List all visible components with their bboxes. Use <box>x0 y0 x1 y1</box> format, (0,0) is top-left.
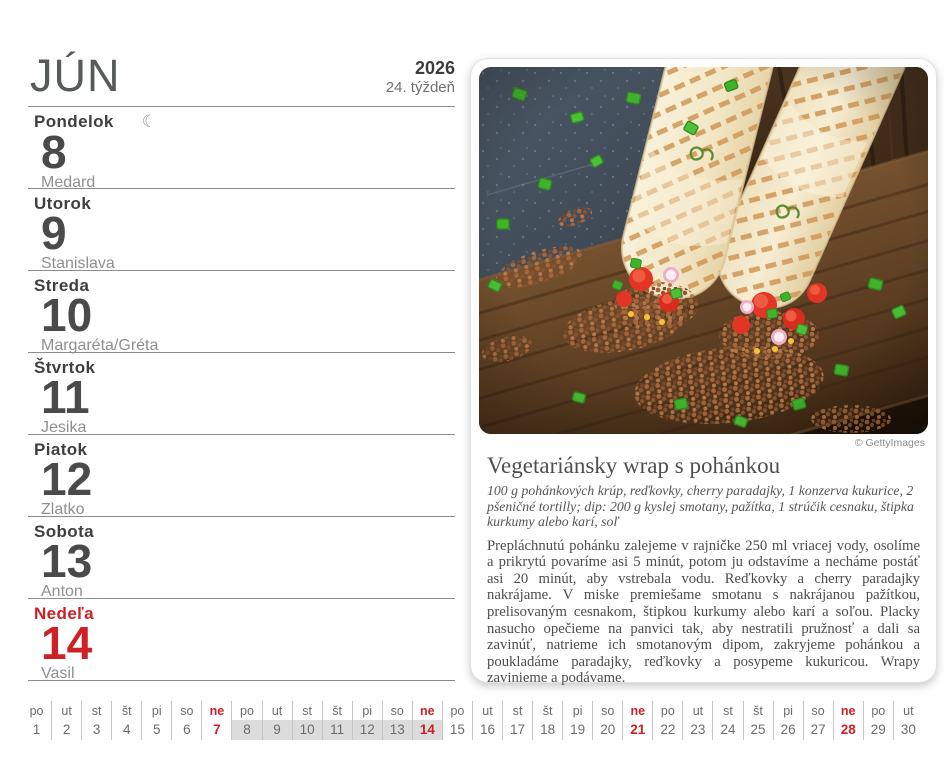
month-name: JÚN <box>30 50 121 101</box>
recipe-ingredients: 100 g pohánkových krúp, reďkovky, cherry paradajky, 1 konzerva kukurice, 2 pšeničné tortilly; dip: 200 g kyslej smotany, pažítka, 1 strúčik cesnaku, štipka kurkumy alebo karí, soľ <box>487 483 914 530</box>
day-row-utorok <box>28 189 455 271</box>
minical-weekday: po <box>660 704 675 718</box>
weekday-label: Streda <box>34 276 90 295</box>
minical-date: 19 <box>570 722 586 737</box>
minical-weekday: ut <box>692 704 704 718</box>
minical-weekday: ut <box>903 704 914 718</box>
minical-weekday: po <box>871 704 886 718</box>
minical-date: 25 <box>750 722 766 737</box>
minical-weekday: št <box>121 704 132 718</box>
photo-credit: © GettyImages <box>854 437 925 449</box>
minical-day-1 <box>22 701 51 740</box>
minical-day-19 <box>562 701 592 740</box>
day-row-streda <box>28 271 455 353</box>
minical-day-29 <box>863 701 893 740</box>
minical-date: 4 <box>122 722 131 737</box>
minical-weekday: so <box>601 704 615 718</box>
minical-day-21 <box>622 701 652 740</box>
name-day: Anton <box>41 583 83 600</box>
day-number: 9 <box>41 207 67 259</box>
minical-day-27 <box>803 701 833 740</box>
minical-weekday: ne <box>420 704 435 718</box>
weekday-label: Piatok <box>34 440 88 459</box>
minical-day-17 <box>502 701 532 740</box>
minical-weekday: pi <box>783 704 793 718</box>
minical-weekday: st <box>512 704 523 718</box>
minical-date: 13 <box>383 720 412 740</box>
year-week-block <box>386 58 455 98</box>
day-row-pondelok <box>28 107 455 189</box>
year-label: 2026 <box>414 58 455 79</box>
minical-day-2 <box>51 701 81 740</box>
minical-day-23 <box>682 701 712 740</box>
minical-date: 15 <box>449 722 465 737</box>
mini-month-calendar <box>22 701 923 740</box>
minical-date: 2 <box>62 722 71 737</box>
day-row-piatok <box>28 435 455 517</box>
minical-day-5 <box>141 701 171 740</box>
minical-day-14 <box>412 701 442 740</box>
minical-date: 26 <box>780 722 796 737</box>
minical-day-3 <box>81 701 111 740</box>
minical-day-18 <box>532 701 562 740</box>
day-row-nedela <box>28 599 455 681</box>
minical-date: 14 <box>413 720 442 740</box>
minical-day-13 <box>382 701 412 740</box>
day-number: 11 <box>41 371 90 423</box>
minical-day-8 <box>231 701 261 740</box>
minical-weekday: ne <box>840 704 856 718</box>
minical-date: 17 <box>510 722 526 737</box>
minical-weekday: št <box>332 704 343 718</box>
minical-date: 3 <box>92 722 101 737</box>
minical-day-9 <box>262 701 292 740</box>
minical-weekday: ne <box>209 704 225 718</box>
minical-weekday: so <box>811 704 825 718</box>
minical-date: 28 <box>840 722 856 737</box>
minical-date: 27 <box>810 722 826 737</box>
minical-day-26 <box>773 701 803 740</box>
minical-day-25 <box>743 701 773 740</box>
minical-weekday: št <box>542 704 553 718</box>
day-number: 8 <box>41 126 67 178</box>
day-number: 13 <box>41 535 93 587</box>
minical-date: 9 <box>263 720 292 740</box>
minical-weekday: pi <box>572 704 583 718</box>
minical-weekday: po <box>450 704 465 718</box>
minical-weekday: so <box>180 704 194 718</box>
minical-date: 10 <box>293 720 322 740</box>
day-number: 12 <box>41 453 93 505</box>
month-header <box>28 0 455 107</box>
minical-day-15 <box>442 701 472 740</box>
minical-date: 6 <box>183 722 191 737</box>
name-day: Jesika <box>41 419 87 436</box>
minical-date: 7 <box>213 722 221 737</box>
recipe-title: Vegetariánsky wrap s pohánkou <box>487 453 781 478</box>
name-day: Zlatko <box>41 501 85 518</box>
minical-weekday: pi <box>362 704 373 718</box>
minical-day-20 <box>592 701 622 740</box>
minical-date: 23 <box>690 722 706 737</box>
day-row-sobota <box>28 517 455 599</box>
minical-day-6 <box>171 701 201 740</box>
day-number: 10 <box>41 289 93 341</box>
minical-weekday: ut <box>61 704 72 718</box>
minical-day-28 <box>833 701 863 740</box>
minical-date: 21 <box>630 722 646 737</box>
day-label-line <box>34 112 455 132</box>
minical-date: 16 <box>479 722 495 737</box>
minical-day-16 <box>472 701 502 740</box>
minical-day-4 <box>111 701 141 740</box>
minical-date: 12 <box>353 720 382 740</box>
minical-date: 1 <box>32 722 41 737</box>
minical-date: 29 <box>870 722 886 737</box>
name-day: Margaréta/Gréta <box>41 337 159 354</box>
weekday-label: Štvrtok <box>34 358 96 377</box>
minical-date: 30 <box>900 722 916 737</box>
minical-weekday: ne <box>630 704 646 718</box>
weekday-label: Utorok <box>34 194 92 213</box>
minical-weekday: so <box>390 704 404 718</box>
weekday-label: Nedeľa <box>34 604 94 623</box>
minical-day-30 <box>893 701 923 740</box>
minical-weekday: ut <box>482 704 493 718</box>
minical-weekday: po <box>29 704 44 718</box>
name-day: Stanislava <box>41 255 115 272</box>
name-day: Vasil <box>41 665 75 682</box>
minical-date: 5 <box>153 722 161 737</box>
weekday-label: Sobota <box>34 522 95 541</box>
minical-weekday: po <box>240 704 254 718</box>
week-day-list <box>28 107 455 681</box>
minical-date: 11 <box>323 720 352 740</box>
minical-day-24 <box>712 701 742 740</box>
minical-weekday: ut <box>271 704 283 718</box>
minical-date: 18 <box>540 722 556 737</box>
minical-date: 8 <box>232 720 261 740</box>
recipe-photo <box>479 67 928 434</box>
weekday-label: Pondelok <box>34 112 114 131</box>
minical-date: 24 <box>720 722 736 737</box>
minical-date: 20 <box>600 722 616 737</box>
moon-phase-icon: ☾ <box>141 112 157 131</box>
minical-weekday: st <box>302 704 312 718</box>
minical-weekday: st <box>91 704 102 718</box>
minical-day-7 <box>201 701 231 740</box>
minical-weekday: št <box>753 704 763 718</box>
minical-weekday: pi <box>151 704 162 718</box>
minical-weekday: st <box>723 704 733 718</box>
minical-day-11 <box>322 701 352 740</box>
day-row-stvrtok <box>28 353 455 435</box>
minical-date: 22 <box>660 722 676 737</box>
week-number-label: 24. týždeň <box>385 78 455 96</box>
name-day: Medard <box>41 174 96 191</box>
minical-day-12 <box>352 701 382 740</box>
day-number: 14 <box>41 617 93 669</box>
minical-day-22 <box>652 701 682 740</box>
recipe-instructions: Prepláchnutú pohánku zalejeme v rajničke 250 ml vriacej vody, osolíme a prikrytú povaríme asi 5 minút, potom ju odstavíme a necháme postáť asi 20 minút, aby vstrebala vodu. Reďkovky a cherry paradajky nakrájame. V miske premiešame smotanu s nakrájanou pažítkou, prelisovaným cesnakom, štipkou kurkumy alebo karí a soľou. Placky nasucho opečieme na panvici tak, aby nestratili pružnosť a dali sa zavinúť, natrieme ich smotanovým dipom, zakryjeme pohánkou a poukladáme paradajky, reďkovky a posypeme kukuricou. Wrapy zavinieme a podávame. <box>487 537 920 687</box>
minical-day-10 <box>292 701 322 740</box>
recipe-card <box>470 58 937 687</box>
